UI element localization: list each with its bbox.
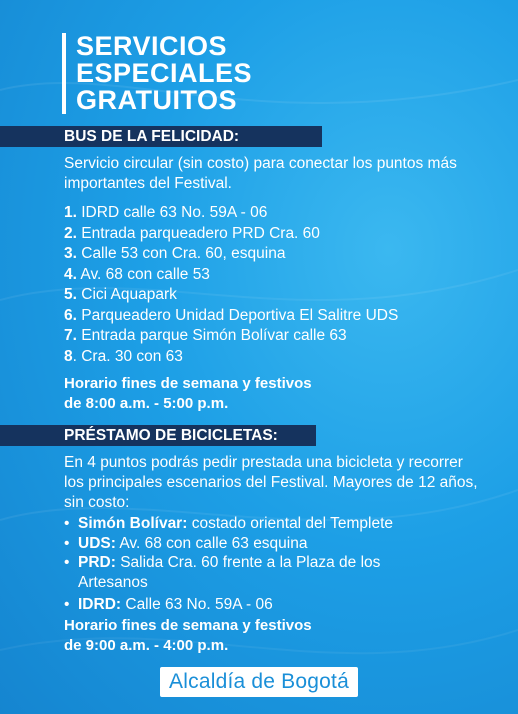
point-desc: costado oriental del Templete bbox=[187, 515, 394, 532]
stop-text: Av. 68 con calle 53 bbox=[76, 265, 210, 283]
stop-number: 7. bbox=[64, 327, 77, 344]
bus-stops-list bbox=[64, 203, 398, 367]
page-title bbox=[62, 33, 252, 114]
title-line-2: ESPECIALES bbox=[76, 58, 253, 88]
point-desc: Salida Cra. 60 frente a la Plaza de los Artesanos bbox=[78, 554, 381, 591]
title-line-1: SERVICIOS bbox=[76, 31, 228, 61]
bikes-schedule bbox=[64, 616, 312, 656]
list-item bbox=[64, 534, 448, 554]
bikes-schedule-line-2: de 9:00 a.m. - 4:00 p.m. bbox=[64, 637, 229, 654]
point-name: PRD: bbox=[78, 554, 116, 571]
bullet-icon: • bbox=[64, 596, 70, 613]
stop-number: 6. bbox=[64, 306, 77, 324]
list-item bbox=[64, 285, 398, 306]
stop-text: Calle 53 con Cra. 60, esquina bbox=[76, 245, 286, 262]
bullet-icon: • bbox=[64, 515, 70, 532]
stop-text: Entrada parque Simón Bolívar calle 63 bbox=[76, 327, 347, 344]
stop-number: 2. bbox=[64, 224, 77, 242]
point-desc: Calle 63 No. 59A - 06 bbox=[121, 596, 273, 613]
alcaldia-logo bbox=[160, 667, 358, 697]
stop-text: IDRD calle 63 No. 59A - 06 bbox=[76, 204, 268, 221]
list-item bbox=[64, 553, 448, 592]
point-name: UDS: bbox=[78, 534, 116, 552]
list-item bbox=[64, 265, 398, 286]
stop-text: . Cra. 30 con 63 bbox=[72, 347, 183, 365]
stop-number: 5. bbox=[64, 286, 77, 303]
point-desc: Av. 68 con calle 63 esquina bbox=[115, 534, 308, 552]
stop-number: 8 bbox=[64, 347, 73, 365]
logo-text: Alcaldía de Bogotá bbox=[169, 670, 349, 693]
bikes-schedule-line-1: Horario fines de semana y festivos bbox=[64, 617, 312, 634]
stop-number: 1. bbox=[64, 204, 77, 221]
list-item bbox=[64, 595, 448, 615]
bus-schedule bbox=[64, 374, 312, 414]
bus-schedule-line-2: de 8:00 a.m. - 5:00 p.m. bbox=[64, 395, 229, 412]
stop-text: Entrada parqueadero PRD Cra. 60 bbox=[76, 224, 320, 242]
list-item bbox=[64, 203, 398, 224]
list-item bbox=[64, 244, 398, 265]
list-item bbox=[64, 224, 398, 245]
stop-text: Parqueadero Unidad Deportiva El Salitre UDS bbox=[76, 306, 399, 324]
list-item bbox=[64, 347, 398, 368]
bullet-icon: • bbox=[64, 534, 70, 552]
bus-intro: Servicio circular (sin costo) para conectar los puntos más importantes del Festival. bbox=[64, 155, 457, 192]
stop-number: 3. bbox=[64, 245, 77, 262]
list-item bbox=[64, 326, 398, 347]
list-item bbox=[64, 514, 448, 534]
title-line-3: GRATUITOS bbox=[76, 85, 238, 115]
stop-number: 4. bbox=[64, 265, 77, 283]
point-name: Simón Bolívar: bbox=[78, 515, 188, 532]
stop-text: Cici Aquapark bbox=[76, 286, 177, 303]
point-name: IDRD: bbox=[78, 596, 122, 613]
bullet-icon: • bbox=[64, 554, 70, 571]
bus-section-heading: BUS DE LA FELICIDAD: bbox=[0, 126, 322, 147]
bikes-section-heading: PRÉSTAMO DE BICICLETAS: bbox=[0, 425, 316, 446]
bike-points-list bbox=[64, 514, 448, 615]
bus-schedule-line-1: Horario fines de semana y festivos bbox=[64, 375, 312, 392]
bikes-intro: En 4 puntos podrás pedir prestada una bicicleta y recorrer los principales escenarios del Festival. Mayores de 12 años, sin costo: bbox=[64, 454, 478, 511]
list-item bbox=[64, 306, 398, 327]
